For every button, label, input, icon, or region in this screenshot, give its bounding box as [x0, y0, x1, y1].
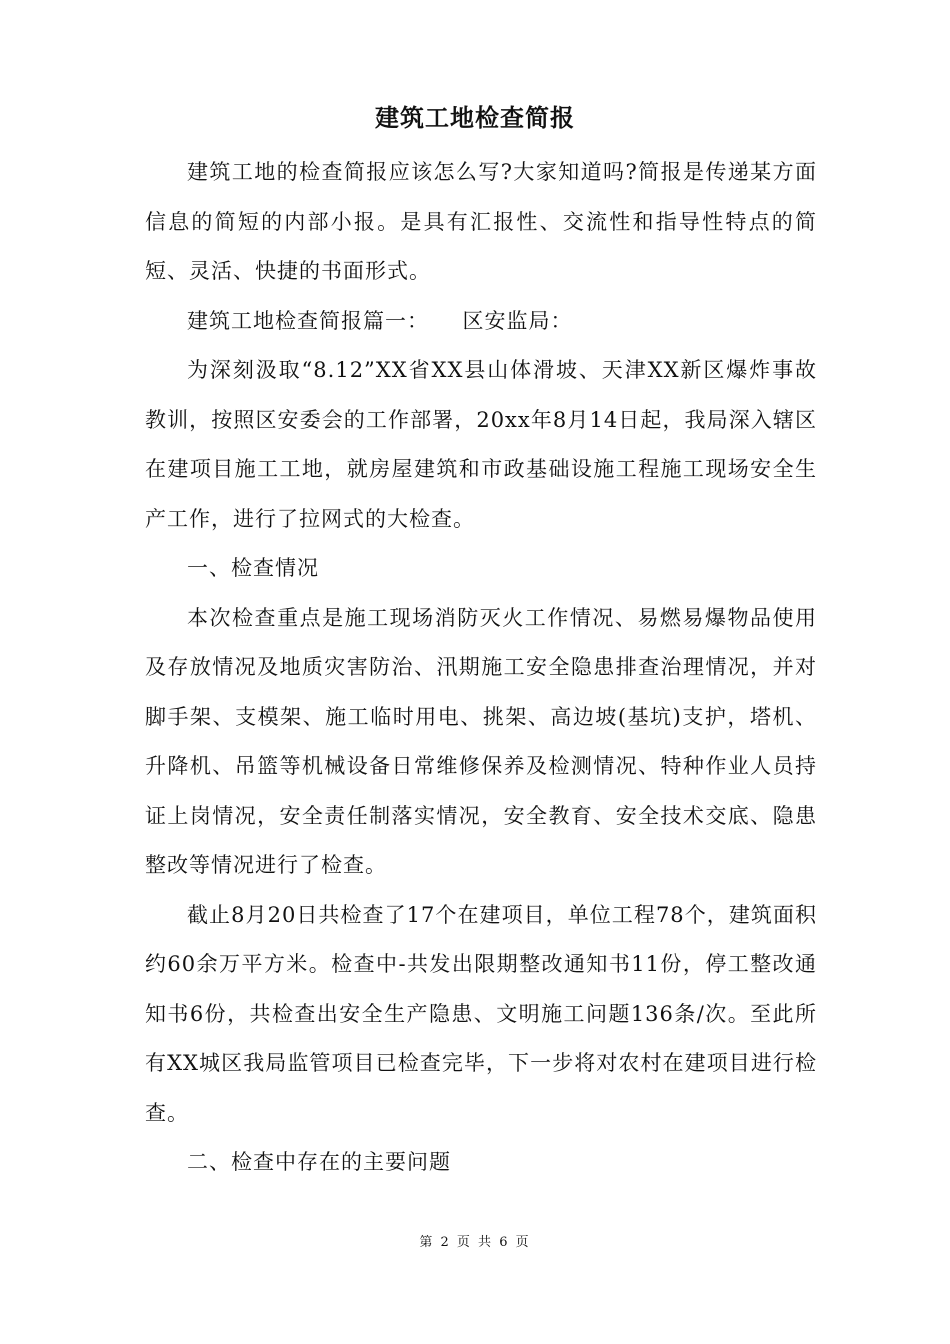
document-body — [145, 148, 817, 1188]
paragraph-intro: 建筑工地的检查简报应该怎么写?大家知道吗?简报是传递某方面信息的简短的内部小报。是具有汇报性、交流性和指导性特点的简短、灵活、快捷的书面形式。 — [145, 160, 817, 283]
document-title: 建筑工地检查简报 — [375, 103, 575, 132]
paragraph-inspection-focus: 本次检查重点是施工现场消防灭火工作情况、易燃易爆物品使用及存放情况及地质灾害防治、汛期施工安全隐患排查治理情况，并对脚手架、支模架、施工临时用电、挑架、高边坡(基坑)支护，塔机、升降机、吊篮等机械设备日常维修保养及检测情况、特种作业人员持证上岗情况，安全责任制落实情况，安全教育、安全技术交底、隐患整改等情况进行了检查。 — [145, 605, 817, 877]
section-heading-inspection: 一、检查情况 — [187, 556, 319, 580]
section-heading-problems: 二、检查中存在的主要问题 — [187, 1150, 451, 1174]
paragraph-heading-part-one: 建筑工地检查简报篇一： 区安监局： — [187, 308, 573, 333]
page-number-footer: 第 2 页 共 6 页 — [419, 1235, 531, 1250]
paragraph-inspection-results: 截止8月20日共检查了17个在建项目，单位工程78个，建筑面积约60余万平方米。检查中-共发出限期整改通知书11份，停工整改通知书6份，共检查出安全生产隐患、文明施工问题136条/次。至此所有XX城区我局监管项目已检查完毕，下一步将对农村在建项目进行检查。 — [145, 902, 817, 1125]
paragraph-background: 为深刻汲取“8.12”XX省XX县山体滑坡、天津XX新区爆炸事故教训，按照区安委会的工作部署，20xx年8月14日起，我局深入辖区在建项目施工工地，就房屋建筑和市政基础设施工程施工现场安全生产工作，进行了拉网式的大检查。 — [145, 358, 817, 531]
